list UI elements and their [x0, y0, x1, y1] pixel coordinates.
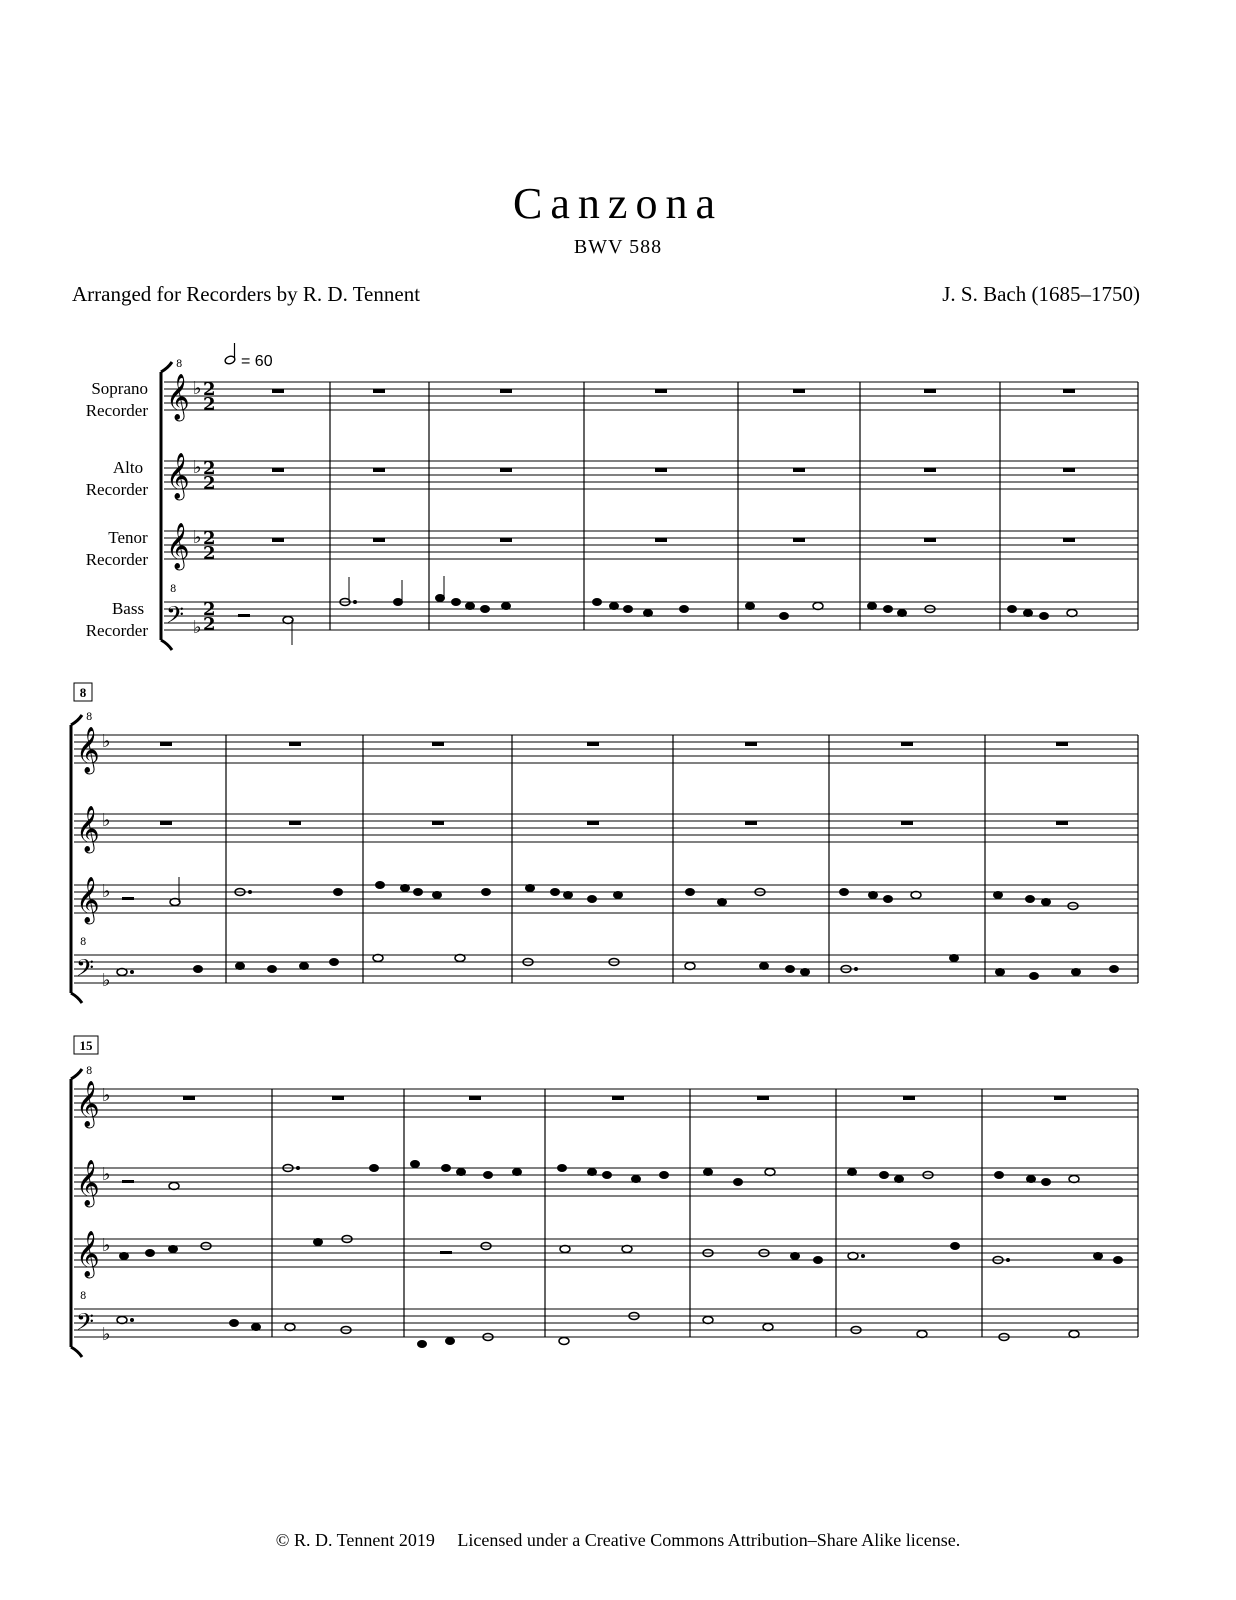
whole-rests-system-3 — [183, 1096, 1066, 1100]
staff-soprano-2 — [74, 735, 1138, 763]
treble-clef-icon: 𝄞 — [76, 727, 100, 773]
time-sig-num: 2 — [203, 599, 216, 620]
time-sig-num: 2 — [203, 528, 216, 549]
instrument-name-bass: Bass — [111, 599, 145, 618]
time-sig-num: 2 — [203, 379, 216, 400]
staff-alto-2 — [74, 814, 1138, 842]
treble-clef-icon: 𝄞 — [166, 523, 190, 569]
treble-clef-icon: 𝄞 — [76, 806, 100, 852]
bass-clef-icon: 𝄢 — [76, 1308, 95, 1341]
system-1 — [86, 343, 1138, 650]
treble-clef-icon: 𝄞 — [76, 1081, 100, 1127]
treble-clef-icon: 𝄞 — [166, 374, 190, 420]
composer-credit: J. S. Bach (1685–1750) — [942, 282, 1140, 306]
barlines-system-1 — [330, 382, 1138, 630]
instrument-subname-bass: Recorder — [85, 621, 148, 640]
flat-icon: ♭ — [102, 970, 111, 991]
instrument-subname-tenor: Recorder — [85, 550, 148, 569]
bass-notes-system-1 — [238, 576, 1077, 645]
measure-number: 8 — [79, 685, 87, 700]
tenor-notes-system-2 — [122, 877, 1078, 910]
time-sig-den: 2 — [203, 473, 216, 494]
octave-mark: 8 — [80, 937, 87, 948]
bass-clef-icon: 𝄢 — [166, 601, 185, 634]
catalog-number: BWV 588 — [573, 236, 663, 258]
flat-icon: ♭ — [102, 1324, 111, 1345]
flat-icon: ♭ — [102, 1164, 111, 1185]
flat-icon: ♭ — [102, 881, 111, 902]
staff-tenor-1 — [164, 531, 1138, 559]
staff-tenor-3 — [74, 1239, 1138, 1267]
instrument-name-tenor: Tenor — [108, 528, 148, 547]
staff-soprano-3 — [74, 1089, 1138, 1117]
arranger-credit: Arranged for Recorders by R. D. Tennent — [72, 282, 421, 306]
treble-clef-icon: 𝄞 — [76, 1160, 100, 1206]
staff-soprano-1 — [164, 382, 1138, 410]
time-sig-den: 2 — [203, 614, 216, 635]
octave-mark: 8 — [170, 584, 177, 595]
flat-icon: ♭ — [193, 457, 202, 478]
system-2 — [71, 683, 1138, 1003]
time-sig-den: 2 — [203, 543, 216, 564]
octave-mark: 8 — [80, 1291, 87, 1302]
time-sig-num: 2 — [203, 458, 216, 479]
page-title: Canzona — [513, 179, 723, 228]
tempo-text: = 60 — [241, 353, 273, 370]
staff-bass-2 — [74, 955, 1138, 983]
flat-icon: ♭ — [193, 378, 202, 399]
bass-clef-icon: 𝄢 — [76, 954, 95, 987]
octave-mark: 8 — [86, 712, 93, 723]
instrument-name-alto: Alto — [112, 458, 144, 477]
treble-clef-icon: 𝄞 — [76, 877, 100, 923]
instrument-subname-alto: Recorder — [85, 480, 148, 499]
flat-icon: ♭ — [102, 1085, 111, 1106]
instrument-name-soprano: Soprano — [91, 379, 148, 398]
treble-clef-icon: 𝄞 — [166, 453, 190, 499]
barlines-system-3 — [272, 1089, 1138, 1337]
footer — [0, 1530, 1236, 1551]
tempo-marking — [224, 343, 273, 370]
copyright-text: © R. D. Tennent 2019 — [275, 1530, 435, 1550]
instrument-subname-soprano: Recorder — [85, 401, 148, 420]
treble-clef-icon: 𝄞 — [76, 1231, 100, 1277]
tenor-notes-system-3 — [120, 1236, 1123, 1264]
license-text: Licensed under a Creative Commons Attribution–Share Alike license. — [457, 1530, 961, 1550]
barlines-system-2 — [226, 735, 1138, 983]
flat-icon: ♭ — [193, 617, 202, 638]
whole-rests-system-2 — [160, 742, 1068, 825]
staff-tenor-2 — [74, 885, 1138, 913]
staff-alto-1 — [164, 461, 1138, 489]
measure-number: 15 — [79, 1038, 93, 1053]
octave-mark: 8 — [176, 359, 183, 370]
whole-rests-system-1 — [272, 389, 1075, 542]
octave-mark: 8 — [86, 1066, 93, 1077]
flat-icon: ♭ — [102, 731, 111, 752]
flat-icon: ♭ — [193, 527, 202, 548]
flat-icon: ♭ — [102, 1235, 111, 1256]
time-sig-den: 2 — [203, 394, 216, 415]
flat-icon: ♭ — [102, 810, 111, 831]
system-3 — [71, 1036, 1138, 1357]
